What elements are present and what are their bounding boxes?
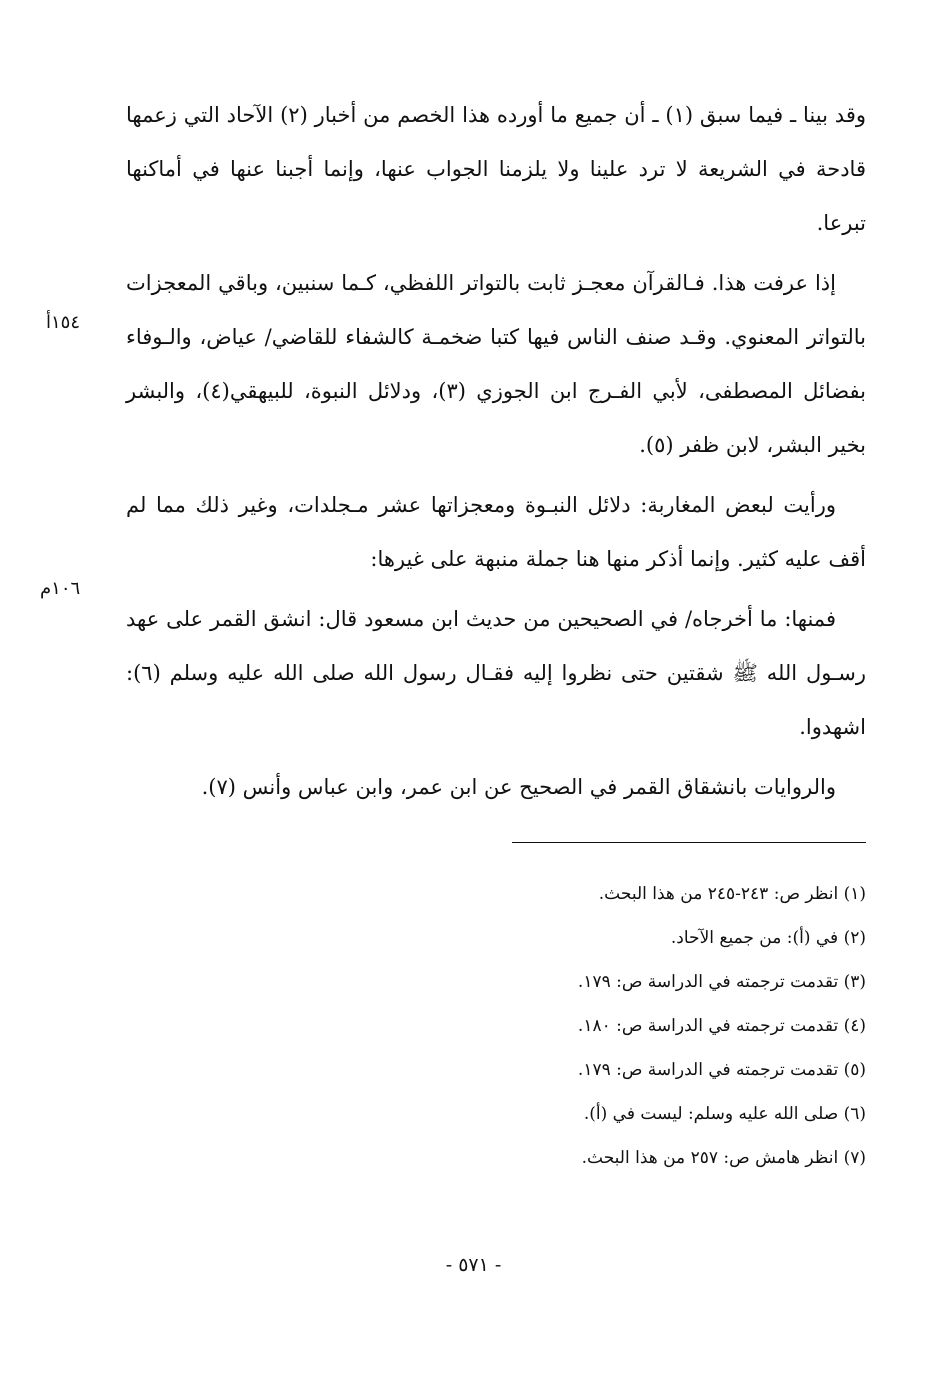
page-number: - ٥٧١ - [445,1254,502,1276]
footnote-separator [512,842,866,843]
footnote-2: (٢) في (أ): من جميع الآحاد. [670,928,866,948]
margin-folio-note-m: ١٠٦م [40,578,81,599]
footnote-4: (٤) تقدمت ترجمته في الدراسة ص: ١٨٠. [577,1016,866,1036]
margin-folio-note-a: ١٥٤أ [46,312,81,333]
footnote-1: (١) انظر ص: ٢٤٣-٢٤٥ من هذا البحث. [598,884,866,904]
paragraph-2: إذا عرفت هذا. فـالقرآن معجـز ثابت بالتواتر اللفظي، كـما سنبين، وباقي المعجزات بالتواتر المعنوي. وقـد صنف الناس فيها كتبا ضخمـة كالشفاء للقاضي/ عياض، والـوفاء بفضائل المصطفى، لأبي الفـرج ابن الجوزي (٣)، ودلائل النبوة، للبيهقي(٤)، والبشر بخير البشر، لابن ظفر (٥). [126,271,866,457]
main-text [126,88,866,814]
paragraph-5: والروايات بانشقاق القمر في الصحيح عن ابن عمر، وابن عباس وأنس (٧). [201,775,836,799]
footnote-5: (٥) تقدمت ترجمته في الدراسة ص: ١٧٩. [577,1060,866,1080]
paragraph-4: فمنها: ما أخرجاه/ في الصحيحين من حديث ابن مسعود قال: انشق القمر على عهد رسـول الله ﷺ شقتين حتى نظروا إليه فقـال رسول الله صلى الله عليه وسلم (٦): اشهدوا. [126,607,866,739]
footnote-3: (٣) تقدمت ترجمته في الدراسة ص: ١٧٩. [577,972,866,992]
footnotes [400,872,866,1180]
footnote-6: (٦) صلى الله عليه وسلم: ليست في (أ). [583,1104,866,1124]
footnote-7: (٧) انظر هامش ص: ٢٥٧ من هذا البحث. [581,1148,866,1168]
paragraph-3: ورأيت لبعض المغاربة: دلائل النبـوة ومعجزاتها عشر مـجلدات، وغير ذلك مما لم أقف عليه كثير. وإنما أذكر منها هنا جملة منبهة على غيرها: [126,493,866,571]
paragraph-1: وقد بينا ـ فيما سبق (١) ـ أن جميع ما أورده هذا الخصم من أخبار (٢) الآحاد التي زعمها قادحة في الشريعة لا ترد علينا ولا يلزمنا الجواب عنها، وإنما أجبنا عنها في أماكنها تبرعا. [126,103,867,235]
